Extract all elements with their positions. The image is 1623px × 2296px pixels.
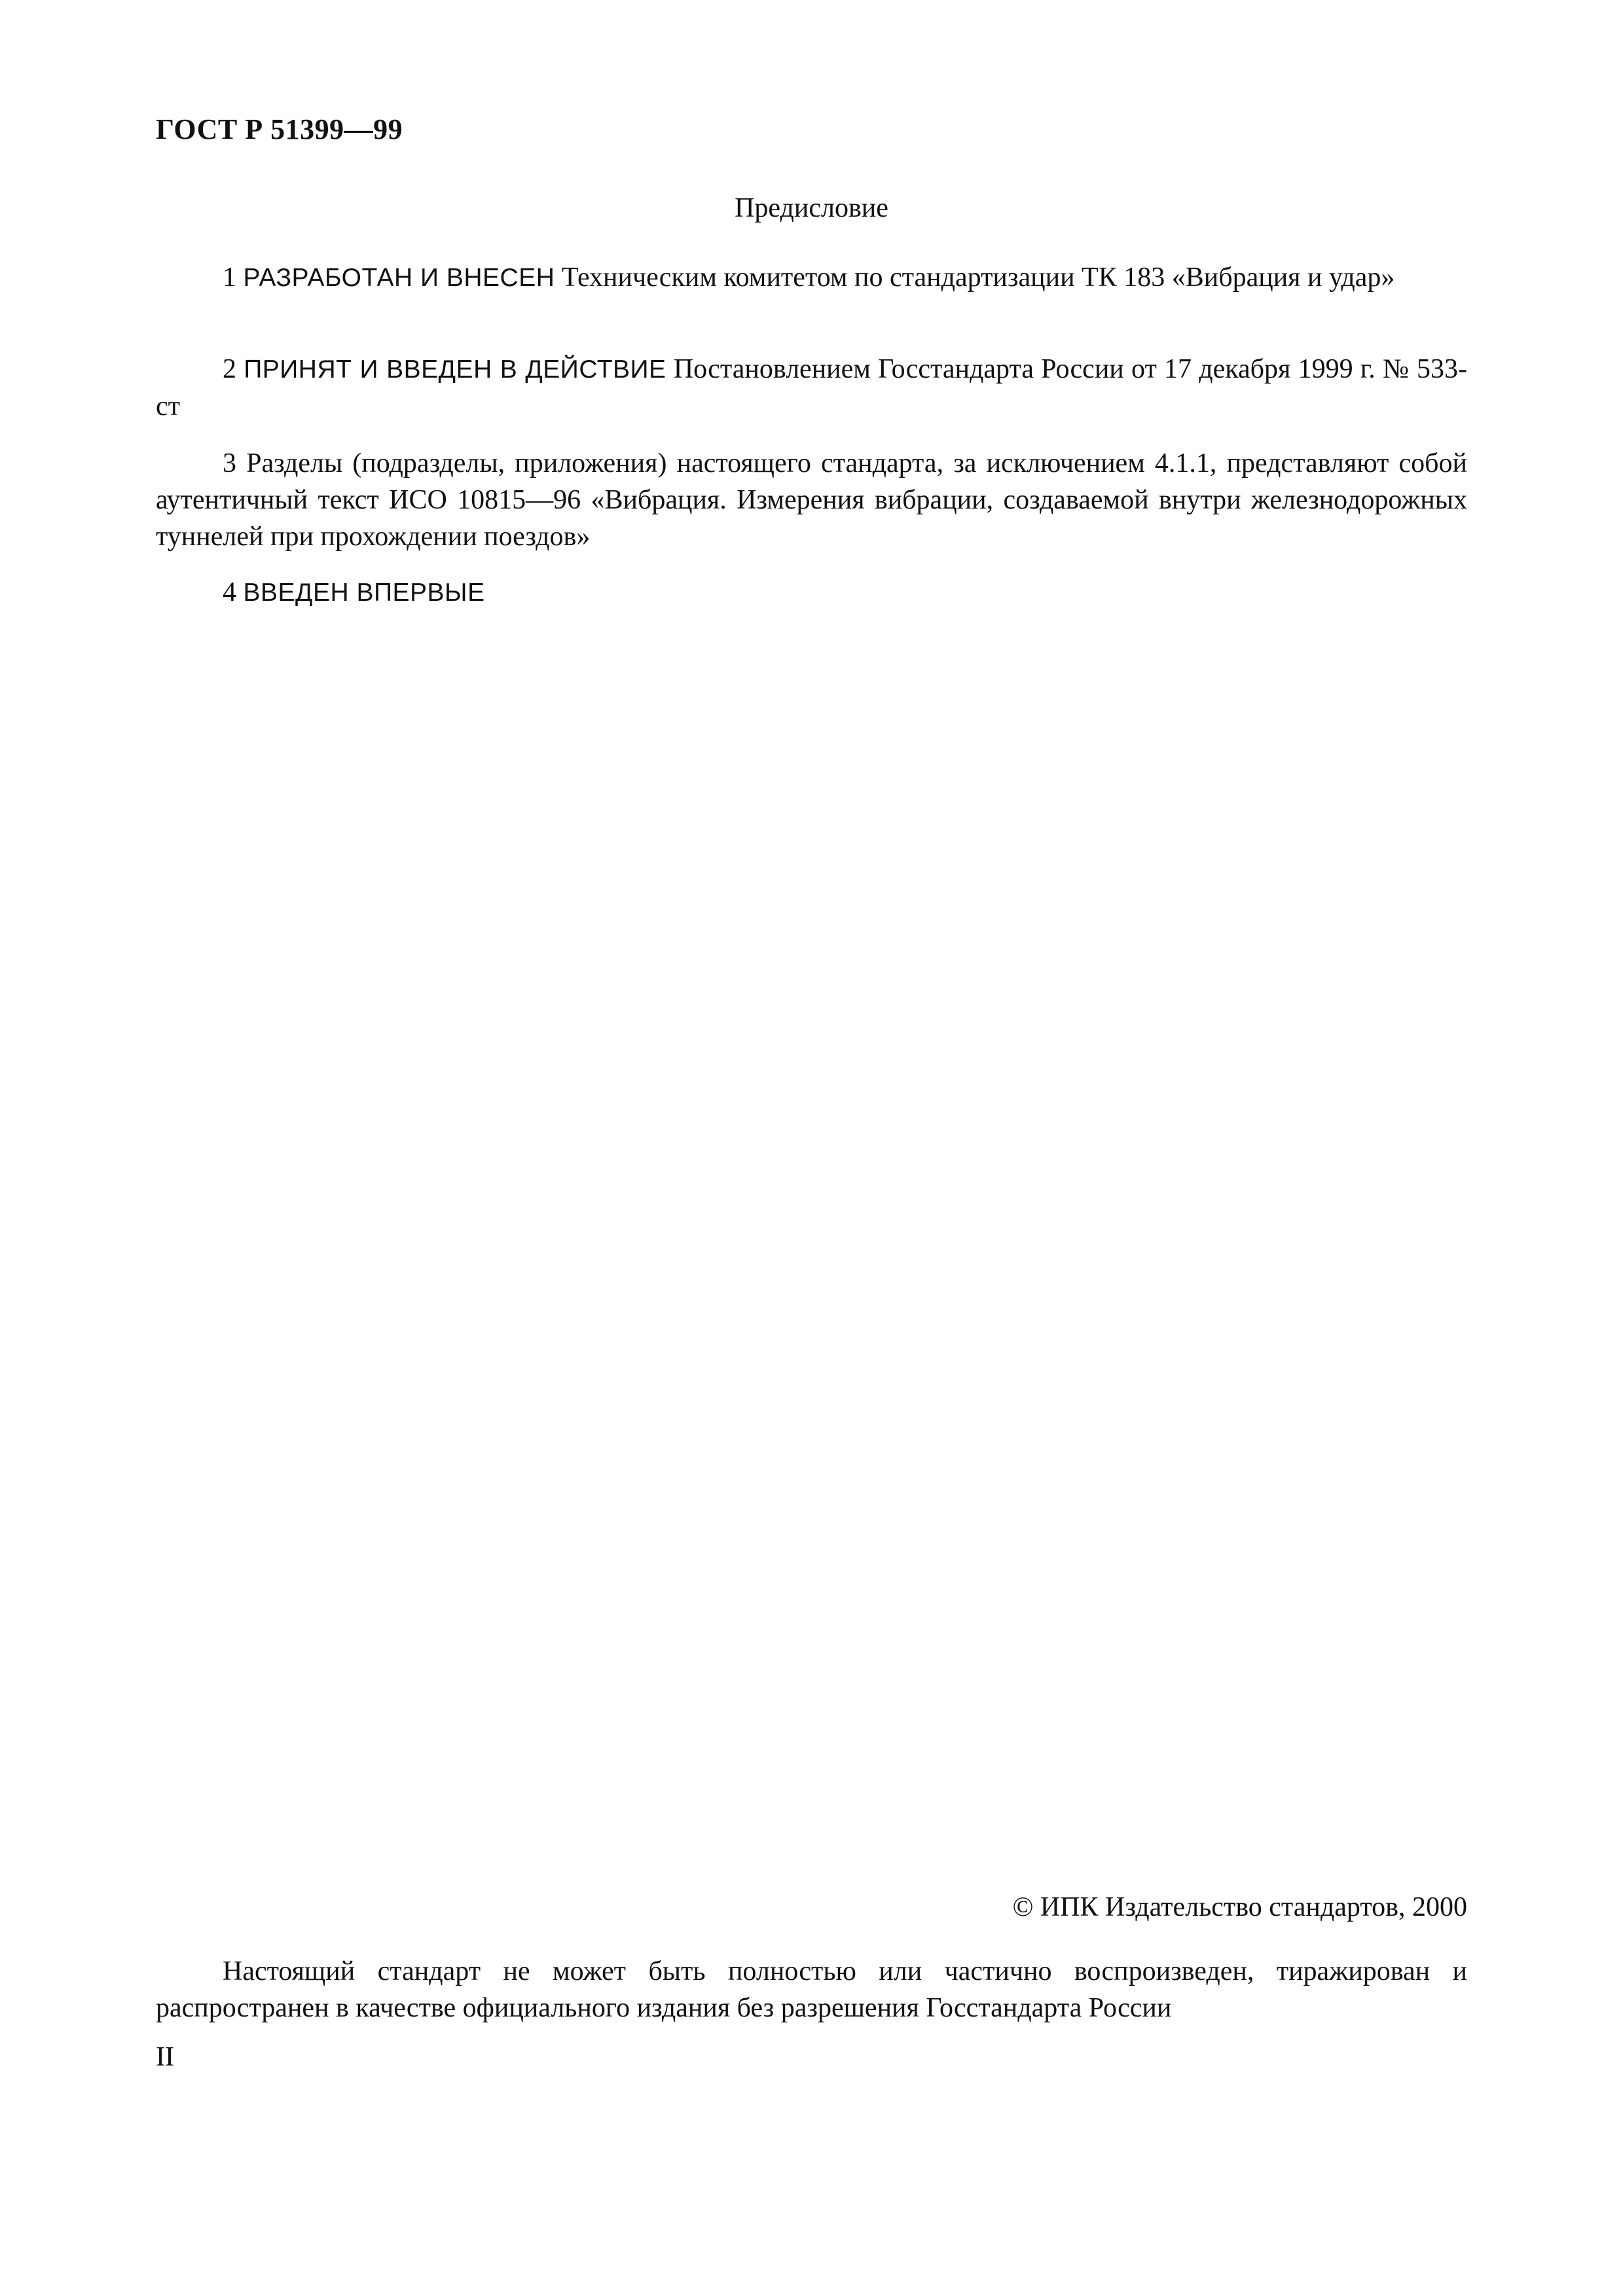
item-heading: ВВЕДЕН ВПЕРВЫЕ <box>243 579 485 607</box>
page-number: II <box>156 2042 174 2072</box>
item-heading: РАЗРАБОТАН И ВНЕСЕН <box>243 264 555 292</box>
item-number: 4 <box>223 577 236 607</box>
item-number: 3 <box>223 448 236 478</box>
foreword-item-3 <box>156 445 1467 555</box>
copyright-line: © ИПК Издательство стандартов, 2000 <box>1012 1892 1467 1922</box>
foreword-title: Предисловие <box>735 193 888 223</box>
foreword-item-4 <box>156 574 1467 611</box>
foreword-item-1 <box>156 259 1467 296</box>
item-heading: ПРИНЯТ И ВВЕДЕН В ДЕЙСТВИЕ <box>244 355 666 384</box>
reproduction-notice: Настоящий стандарт не может быть полностью или частично воспроизведен, тиражирован и распространен в качестве официального издания без разрешения Госстандарта России <box>156 1956 1467 2023</box>
item-text: Техническим комитетом по стандартизации ТК 183 «Вибрация и удар» <box>561 262 1395 293</box>
item-number: 1 <box>223 262 236 293</box>
foreword-item-2 <box>156 351 1467 425</box>
item-text: Постановлением Госстандарта России от 17 декабря 1999 г. № 533-ст <box>156 354 1468 422</box>
standard-code-header: ГОСТ Р 51399—99 <box>156 113 403 145</box>
item-text: Разделы (подразделы, приложения) настоящего стандарта, за исключением 4.1.1, представляют собой аутентичный текст ИСО 10815—96 «Вибрация. Измерения вибрации, создаваемой внутри железнодорожных туннелей при прохождении поездов» <box>156 448 1467 552</box>
item-number: 2 <box>223 354 236 384</box>
